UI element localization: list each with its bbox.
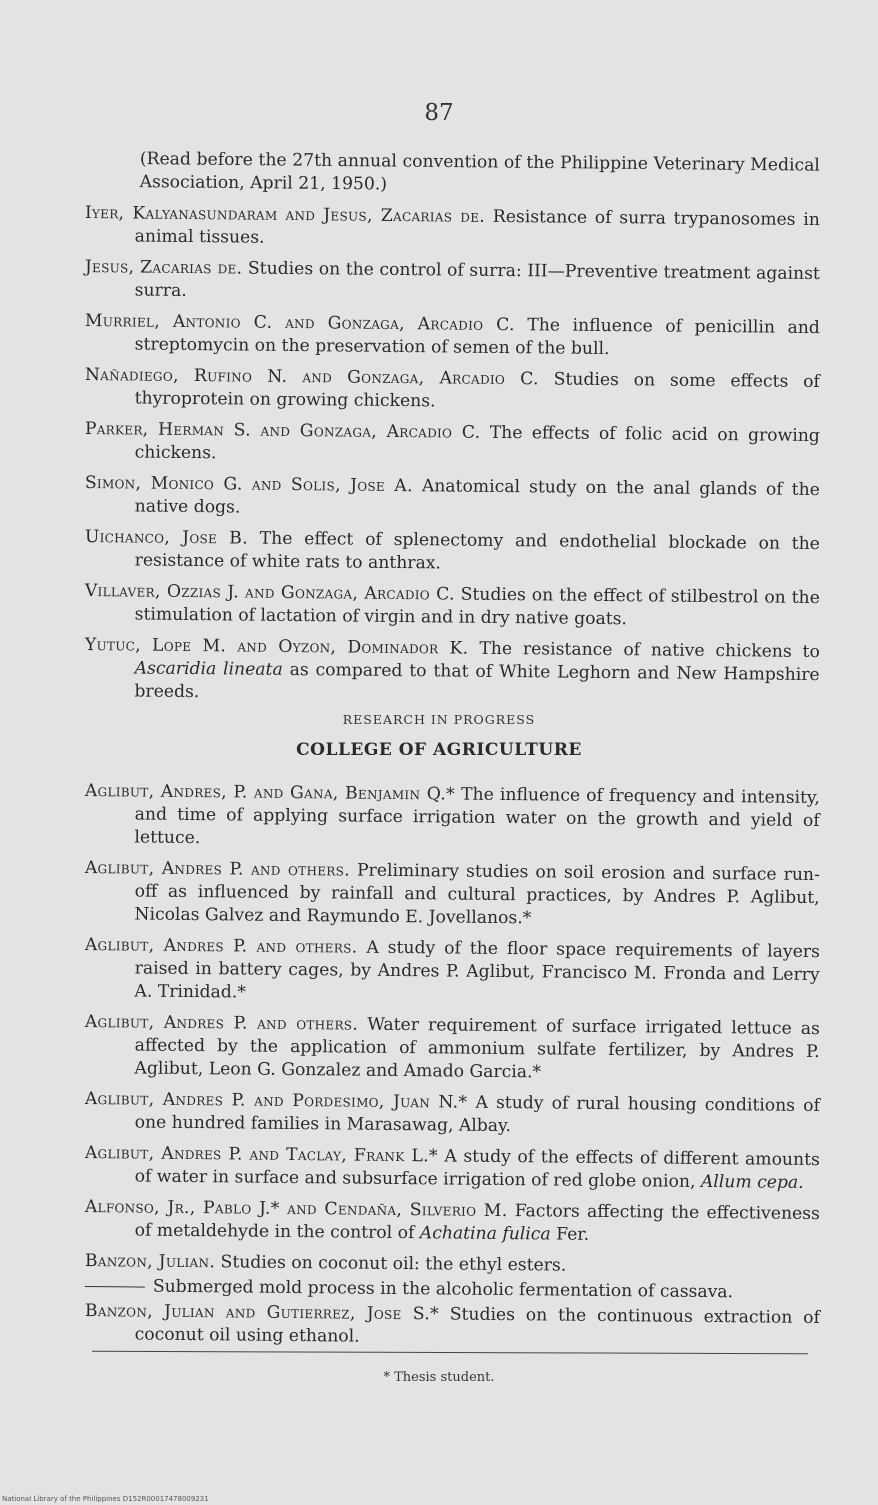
scan-credit: National Library of the Philippines D152R00017478009231 (2, 1495, 209, 1503)
intro-note: (Read before the 27th annual convention of the Philippine Veterinary Medical Association, April 21, 1950.) (139, 149, 820, 195)
entry-title: Studies on coconut oil: the ethyl esters. (220, 1252, 567, 1276)
entry-author: Iyer, Kalyanasundaram and Jesus, Zacarias de. (84, 202, 486, 227)
bibliography-bottom (85, 780, 820, 1354)
entry-author: Alfonso, Jr., Pablo J.* and Cendaña, Silverio M. (84, 1197, 508, 1222)
entry-title: The influence of frequency and intensity, and time of applying surface irrigation water on the growth and yield of lettuce. (134, 784, 820, 849)
entry-author: Simon, Monico G. and Solis, Jose A. (84, 472, 413, 497)
entry-title: Anatomical study on the anal glands of the native dogs. (134, 476, 820, 518)
entry-author: Nañadiego, Rufino N. and Gonzaga, Arcadio C. (84, 364, 539, 390)
list-item (84, 780, 820, 856)
entry-author: Villaver, Ozzias J. and Gonzaga, Arcadio C. (84, 580, 455, 605)
entry-title: A study of the floor space requirements of layers raised in battery cages, by Andres P. Aglibut, Francisco M. Fronda and Lerry A. Trinidad.* (134, 937, 820, 1003)
entry-author: Yutuc, Lope M. and Oyzon, Dominador K. (84, 634, 469, 659)
entry-title: Submerged mold process in the alcoholic fermentation of cassava. (152, 1276, 734, 1303)
entry-title: Resistance of surra trypanosomes in animal tissues. (134, 206, 820, 248)
list-item (85, 310, 820, 363)
entry-author: Aglibut, Andres P. and others. (84, 857, 351, 881)
entry-author: Jesus, Zacarias de. (84, 256, 243, 279)
list-item (85, 580, 820, 633)
page-number: 87 (424, 100, 454, 126)
list-item (84, 634, 820, 710)
species-name: Allum cepa. (700, 1171, 804, 1193)
entry-title-before: The resistance of native chickens to (479, 638, 820, 663)
list-item (85, 364, 820, 417)
entry-title: The effects of folic acid on growing chickens. (134, 422, 820, 464)
list-item (85, 418, 820, 471)
list-item (85, 202, 820, 255)
entry-title-before: Factors affecting the effectiveness of metaldehyde in the control of (134, 1201, 820, 1244)
list-item (85, 472, 820, 525)
entry-title: Studies on the continuous extraction of coconut oil using ethanol. (134, 1304, 820, 1347)
list-item (84, 934, 820, 1010)
species-name: Ascaridia lineata (134, 658, 283, 680)
entry-author: Aglibut, Andres P. and Pordesimo, Juan N.* (84, 1089, 468, 1113)
section-title: COLLEGE OF AGRICULTURE (296, 740, 582, 760)
entry-title-before: A study of the effects of different amounts of water in surface and subsurface irrigation of red globe onion, (134, 1146, 820, 1192)
entry-author: Murriel, Antonio C. and Gonzaga, Arcadio C. (84, 310, 515, 336)
list-item (85, 1088, 820, 1141)
ditto-dash (85, 1286, 145, 1288)
entry-title: The effect of splenectomy and endothelial blockade on the resistance of white rats to anthrax. (134, 528, 820, 574)
section-label: RESEARCH IN PROGRESS (342, 712, 536, 727)
footnote: * Thesis student. (383, 1370, 495, 1385)
entry-title: Studies on the effect of stilbestrol on the stimulation of lactation of virgin and in dry native goats. (134, 584, 820, 630)
entry-author: Aglibut, Andres P. and Taclay, Frank L.* (84, 1143, 438, 1167)
entry-title-after: as compared to that of White Leghorn and New Hampshire breeds. (134, 659, 820, 703)
entry-title: Studies on the control of surra: III—Preventive treatment against surra. (134, 258, 820, 301)
list-item (85, 526, 820, 579)
bibliography-top (85, 148, 820, 711)
entry-author: Parker, Herman S. and Gonzaga, Arcadio C. (84, 418, 481, 443)
list-item (85, 1196, 820, 1249)
entry-author: Aglibut, Andres P. and others. (84, 934, 358, 958)
entry-author: Aglibut, Andres, P. and Gana, Benjamin Q.* (84, 780, 456, 805)
entry-title-after: Fer. (556, 1224, 590, 1245)
entry-title: Studies on some effects of thyroprotein on growing chickens. (134, 369, 820, 412)
entry-title: Preliminary studies on soil erosion and surface run-off as influenced by rainfall and cultural practices, by Andres P. Aglibut, Nicolas Galvez and Raymundo E. Jovellanos.* (134, 860, 820, 929)
entry-title: A study of rural housing conditions of one hundred families in Marasawag, Albay. (134, 1092, 820, 1137)
entry-author: Aglibut, Andres P. and others. (84, 1011, 359, 1035)
entry-author: Banzon, Julian and Gutierrez, Jose S.* (84, 1301, 440, 1325)
list-item (84, 1011, 820, 1087)
list-item (85, 256, 820, 309)
entry-author: Uichanco, Jose B. (84, 526, 249, 549)
entry-title: Water requirement of surface irrigated lettuce as affected by the application of ammonium sulfate fertilizer, by Andres P. Aglibut, Leon G. Gonzalez and Amado Garcia.* (134, 1014, 820, 1083)
list-item (84, 857, 820, 933)
species-name: Achatina fulica (419, 1223, 551, 1245)
entry-author: Banzon, Julian. (84, 1251, 216, 1273)
entry-title: The influence of penicillin and streptomycin on the preservation of semen of the bull. (134, 315, 820, 360)
list-item (85, 1142, 820, 1195)
list-item (85, 1300, 820, 1353)
